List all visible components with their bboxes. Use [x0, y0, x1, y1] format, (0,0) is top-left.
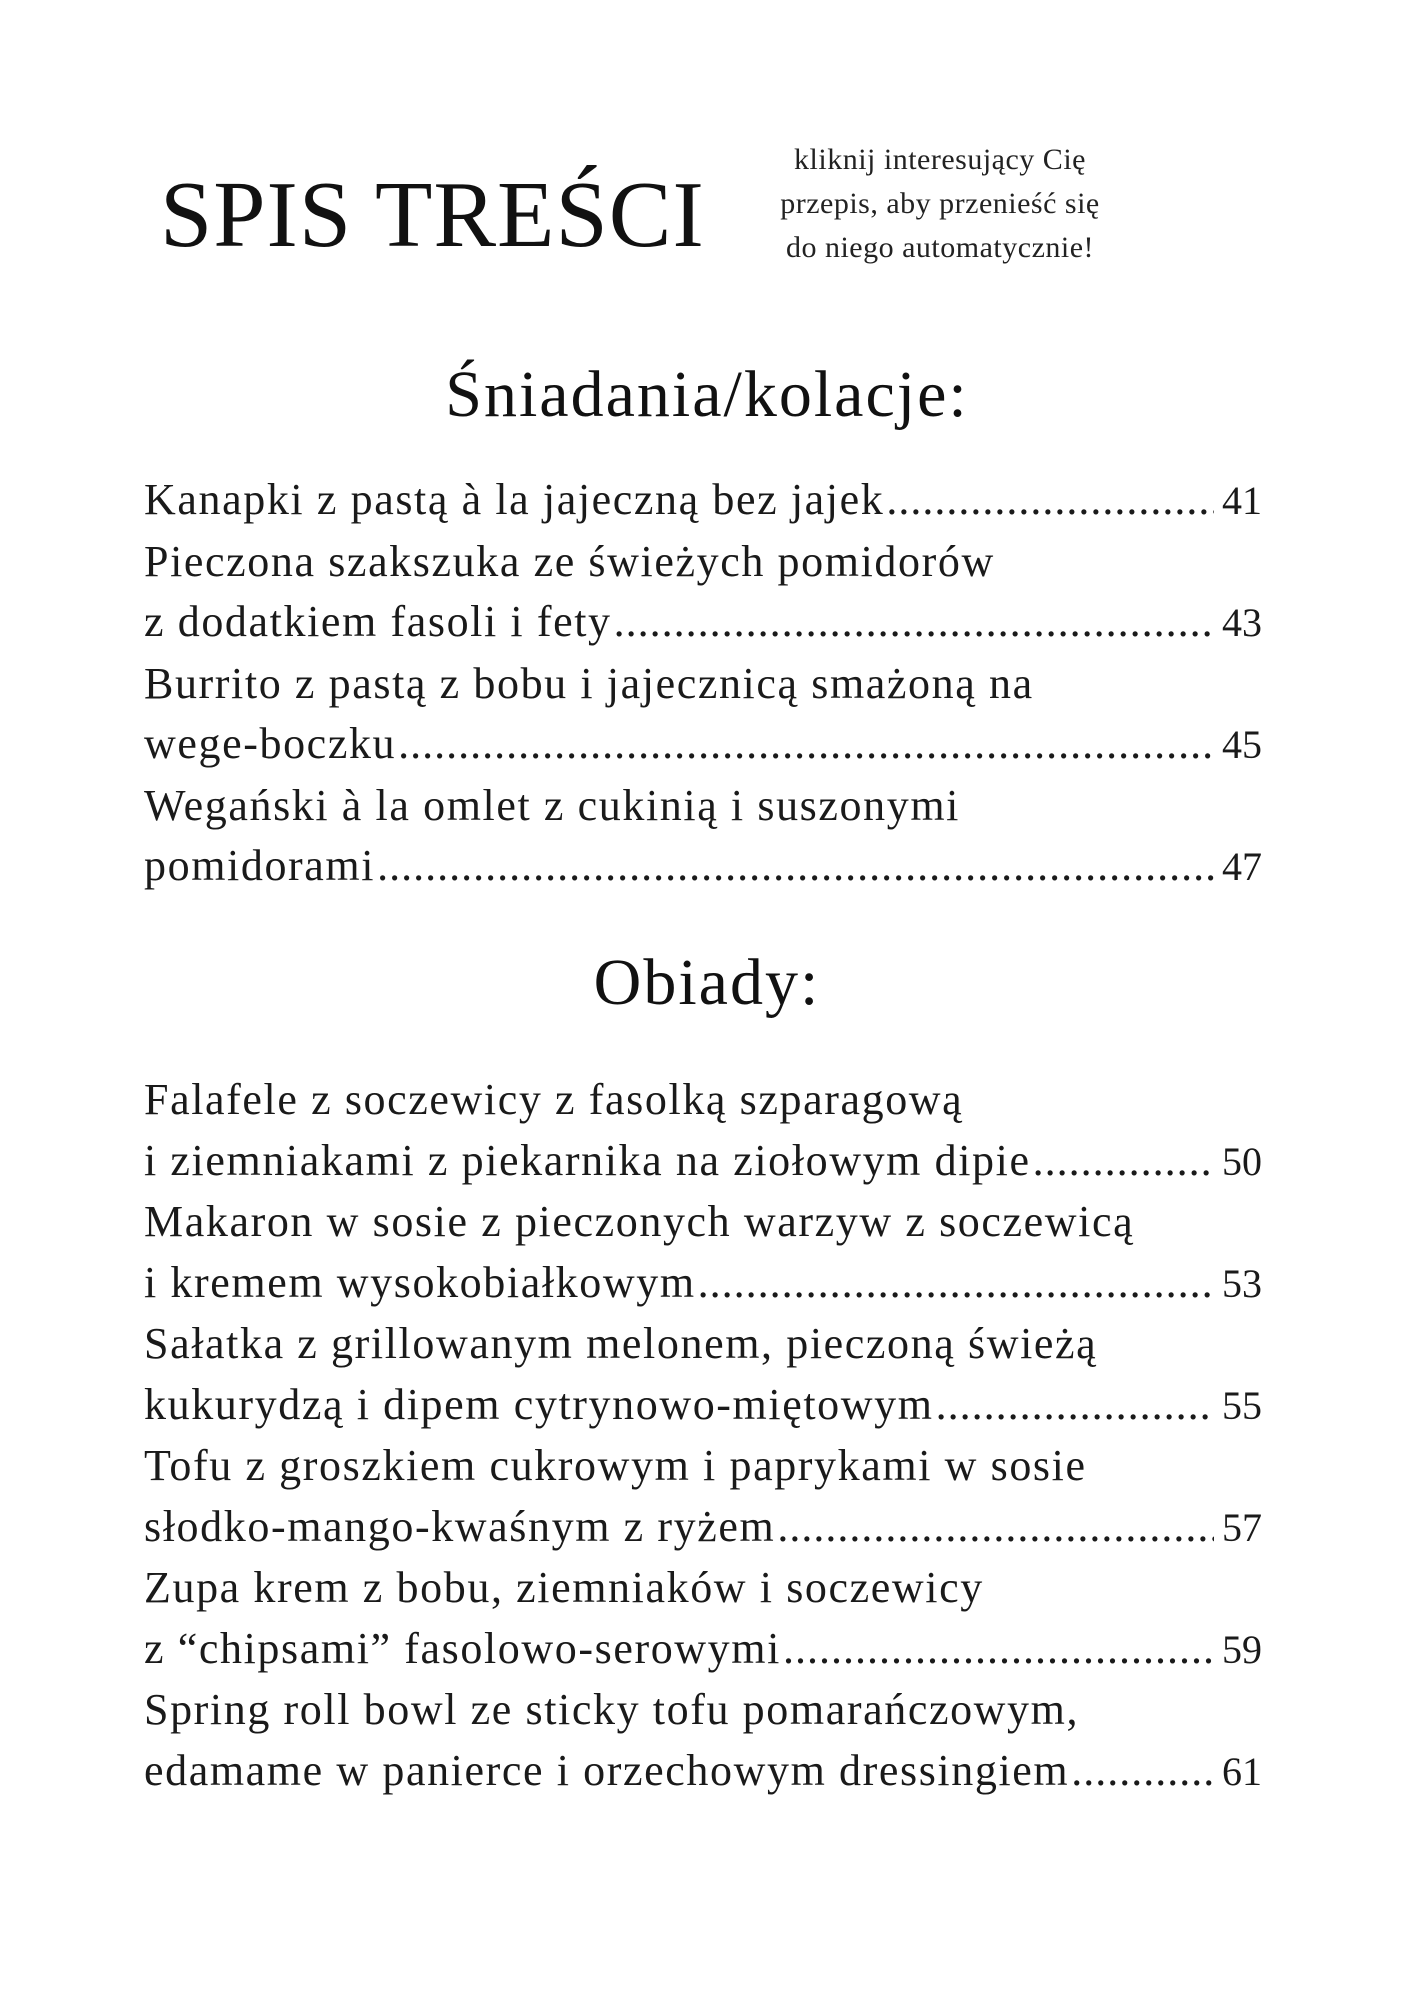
- toc-entry[interactable]: [144, 1436, 1262, 1558]
- dot-leader: [936, 1375, 1214, 1436]
- dot-leader: [398, 714, 1214, 775]
- entry-title: edamame w panierce i orzechowym dressingiem: [144, 1745, 1070, 1795]
- entry-title: z dodatkiem fasoli i fety: [144, 597, 612, 646]
- dot-leader: [377, 836, 1214, 897]
- page-number: 57: [1222, 1504, 1262, 1550]
- entry-title: Spring roll bowl ze sticky tofu pomarańczowym,: [144, 1685, 1080, 1734]
- section-title-lunch: Obiady:: [593, 946, 821, 1019]
- entry-title: Kanapki z pastą à la jajeczną bez jajek: [144, 475, 885, 524]
- page-number: 45: [1222, 722, 1262, 767]
- entry-title: kukurydzą i dipem cytrynowo-miętowym: [144, 1379, 934, 1429]
- entry-title: Sałatka z grillowanym melonem, pieczoną świeżą: [144, 1319, 1098, 1368]
- dot-leader: [886, 470, 1214, 531]
- toc-entry[interactable]: [144, 1314, 1262, 1436]
- entry-title: Pieczona szakszuka ze świeżych pomidorów: [144, 536, 995, 586]
- dot-leader: [777, 1497, 1214, 1558]
- toc-entry[interactable]: [144, 1558, 1262, 1680]
- entry-title: Burrito z pastą z bobu i jajecznicą smażoną na: [144, 658, 1034, 708]
- dot-leader: [783, 1619, 1214, 1680]
- toc-entry[interactable]: [144, 1070, 1262, 1192]
- dot-leader: [1033, 1131, 1214, 1192]
- hint-line: kliknij interesujący Cię: [794, 143, 1086, 176]
- entry-title: Zupa krem z bobu, ziemniaków i soczewicy: [144, 1563, 984, 1612]
- dot-leader: [698, 1253, 1214, 1314]
- hint-line: przepis, aby przenieść się: [780, 187, 1100, 220]
- toc-list-lunch: [144, 1070, 1262, 1802]
- toc-entry[interactable]: [144, 776, 1262, 898]
- toc-entry[interactable]: [144, 1192, 1262, 1314]
- page-number: 43: [1222, 600, 1262, 645]
- navigation-hint: [720, 138, 1160, 270]
- toc-entry[interactable]: [144, 654, 1262, 776]
- toc-entry[interactable]: [144, 532, 1262, 654]
- page-number: 47: [1222, 844, 1262, 889]
- entry-title: wege-boczku: [144, 719, 397, 768]
- toc-entry[interactable]: [144, 1680, 1262, 1802]
- entry-title: Falafele z soczewicy z fasolką szparagową: [144, 1075, 964, 1124]
- entry-title: Makaron w sosie z pieczonych warzyw z soczewicą: [144, 1197, 1135, 1246]
- hint-line: do niego automatycznie!: [785, 231, 1095, 264]
- entry-title: i kremem wysokobiałkowym: [144, 1257, 696, 1307]
- entry-title: z “chipsami” fasolowo-serowymi: [144, 1623, 781, 1673]
- page-title: SPIS TREŚCI: [160, 163, 705, 267]
- page-number: 55: [1222, 1382, 1262, 1428]
- entry-title: słodko-mango-kwaśnym z ryżem: [144, 1501, 776, 1551]
- section-title-breakfast: Śniadania/kolacje:: [445, 358, 969, 431]
- dot-leader: [1071, 1741, 1214, 1802]
- dot-leader: [614, 592, 1214, 653]
- page-number: 53: [1222, 1260, 1262, 1306]
- toc-list-breakfast: [144, 470, 1262, 898]
- page-number: 61: [1222, 1748, 1262, 1794]
- page-number: 59: [1222, 1626, 1262, 1672]
- toc-entry[interactable]: [144, 470, 1262, 532]
- page-number: 50: [1222, 1138, 1262, 1184]
- entry-title: Wegański à la omlet z cukinią i suszonymi: [144, 780, 960, 830]
- page-number: 41: [1222, 478, 1262, 523]
- entry-title: i ziemniakami z piekarnika na ziołowym dipie: [144, 1135, 1031, 1185]
- entry-title: pomidorami: [144, 841, 376, 890]
- entry-title: Tofu z groszkiem cukrowym i paprykami w sosie: [144, 1441, 1087, 1490]
